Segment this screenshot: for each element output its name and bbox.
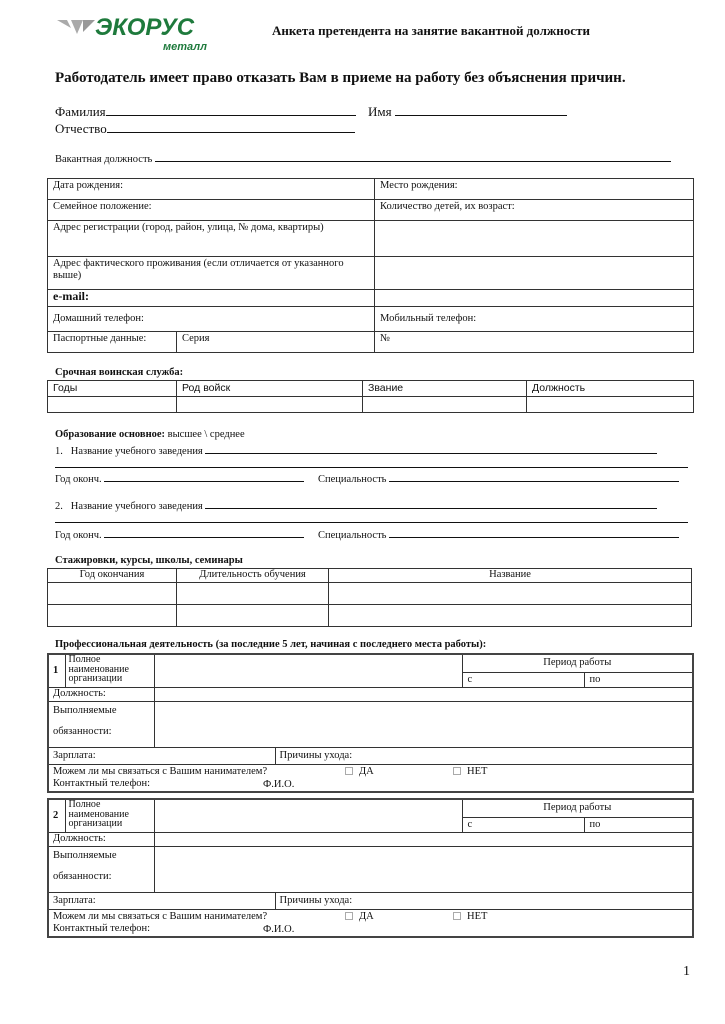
no-label: НЕТ <box>467 765 488 777</box>
surname-label: Фамилия <box>55 104 106 119</box>
vacancy-label: Вакантная должность <box>55 154 153 165</box>
org-input[interactable] <box>154 799 462 832</box>
children-cell[interactable]: Количество детей, их возраст: <box>375 200 694 221</box>
education-title <box>55 429 245 440</box>
education-2-year[interactable] <box>55 527 304 541</box>
duties-label <box>48 846 154 892</box>
courses-title: Стажировки, курсы, школы, семинары <box>55 555 243 566</box>
work-block <box>47 798 694 938</box>
yes-checkbox[interactable] <box>345 767 353 775</box>
education-1-year[interactable] <box>55 471 304 485</box>
contact-phone-label: Контактный телефон: <box>53 922 151 934</box>
education-1-institution[interactable] <box>55 443 657 457</box>
contact-cell <box>48 764 693 792</box>
email-input[interactable] <box>375 290 694 307</box>
yes-checkbox[interactable] <box>345 912 353 920</box>
actual-address-input[interactable] <box>375 257 694 290</box>
position-input[interactable] <box>154 832 693 846</box>
fio-label: Ф.И.О. <box>263 778 295 790</box>
passport-number-cell[interactable]: № <box>375 332 694 353</box>
passport-label: Паспортные данные: <box>48 332 177 353</box>
org-label: Полное наименование организации <box>65 799 154 832</box>
contact-question: Можем ли мы связаться с Вашим нанимателем? <box>53 910 268 922</box>
marital-cell[interactable]: Семейное положение: <box>48 200 375 221</box>
duties-label-line2: обязанности: <box>53 870 112 882</box>
surname-field[interactable] <box>55 104 356 120</box>
education-title-rest: высшее \ среднее <box>165 429 245 440</box>
logo-sub: металл <box>163 41 207 53</box>
duties-label-line1: Выполняемые <box>53 849 117 861</box>
courses-table <box>47 568 692 627</box>
education-2-institution[interactable] <box>55 498 657 512</box>
courses-header-year: Год окончания <box>48 569 177 583</box>
salary-cell[interactable]: Зарплата: <box>48 747 275 764</box>
reason-cell[interactable]: Причины ухода: <box>275 892 693 909</box>
education-2-spec-label: Специальность <box>318 530 387 541</box>
courses-header-duration: Длительность обучения <box>177 569 329 583</box>
no-option[interactable] <box>453 911 487 923</box>
patronymic-label: Отчество <box>55 121 107 136</box>
no-checkbox[interactable] <box>453 912 461 920</box>
period-to[interactable]: по <box>584 672 693 687</box>
reason-cell[interactable]: Причины ухода: <box>275 747 693 764</box>
name-field[interactable] <box>368 104 567 120</box>
military-header-position: Должность <box>527 381 694 397</box>
yes-label: ДА <box>359 910 374 922</box>
military-table <box>47 380 694 413</box>
no-option[interactable] <box>453 766 487 778</box>
period-to[interactable]: по <box>584 817 693 832</box>
yes-option[interactable] <box>345 766 374 778</box>
military-header-rank: Звание <box>363 381 527 397</box>
position-label: Должность: <box>48 687 154 701</box>
education-2-number: 2. <box>55 501 63 512</box>
education-title-bold: Образование основное: <box>55 429 166 440</box>
personal-info-table <box>47 178 694 353</box>
email-label: e-mail: <box>48 290 375 307</box>
education-1-spec-label: Специальность <box>318 474 387 485</box>
name-label: Имя <box>368 104 392 119</box>
yes-label: ДА <box>359 765 374 777</box>
duties-label-line2: обязанности: <box>53 725 112 737</box>
home-phone-cell[interactable]: Домашний телефон: <box>48 307 375 332</box>
duties-input[interactable] <box>154 846 693 892</box>
courses-cell[interactable] <box>329 583 692 605</box>
military-cell[interactable] <box>363 397 527 413</box>
period-from[interactable]: с <box>462 672 584 687</box>
military-title: Срочная воинская служба: <box>55 367 184 378</box>
contact-phone-label: Контактный телефон: <box>53 777 151 789</box>
courses-header-name: Название <box>329 569 692 583</box>
patronymic-field[interactable] <box>55 121 355 137</box>
courses-cell[interactable] <box>329 605 692 627</box>
position-input[interactable] <box>154 687 693 701</box>
duties-label <box>48 701 154 747</box>
duties-label-line1: Выполняемые <box>53 704 117 716</box>
military-header-branch: Род войск <box>177 381 363 397</box>
work-title: Профессиональная деятельность (за последние 5 лет, начиная с последнего места работы): <box>55 639 487 650</box>
courses-cell[interactable] <box>48 605 177 627</box>
duties-input[interactable] <box>154 701 693 747</box>
logo-brand: ЭКОРУС <box>95 14 195 41</box>
birth-place-cell[interactable]: Место рождения: <box>375 179 694 200</box>
salary-cell[interactable]: Зарплата: <box>48 892 275 909</box>
birth-date-cell[interactable]: Дата рождения: <box>48 179 375 200</box>
form-title: Анкета претендента на занятие вакантной должности <box>272 23 590 38</box>
fio-label: Ф.И.О. <box>263 923 295 935</box>
period-label: Период работы <box>462 799 693 817</box>
work-block-number: 2 <box>48 799 65 832</box>
contact-question: Можем ли мы связаться с Вашим нанимателем? <box>53 765 268 777</box>
warning-text: Работодатель имеет право отказать Вам в приеме на работу без объяснения причин. <box>55 70 626 86</box>
education-2-spec[interactable] <box>318 527 679 541</box>
no-checkbox[interactable] <box>453 767 461 775</box>
education-1-year-label: Год оконч. <box>55 474 102 485</box>
period-label: Период работы <box>462 654 693 672</box>
yes-option[interactable] <box>345 911 374 923</box>
work-block-number: 1 <box>48 654 65 687</box>
education-2-year-label: Год оконч. <box>55 530 102 541</box>
actual-address-label: Адрес фактического проживания (если отличается от указанного выше) <box>48 257 375 290</box>
no-label: НЕТ <box>467 910 488 922</box>
period-from[interactable]: с <box>462 817 584 832</box>
education-2-label: Название учебного заведения <box>70 501 203 512</box>
education-1-number: 1. <box>55 446 63 457</box>
logo <box>55 14 235 59</box>
military-cell[interactable] <box>527 397 694 413</box>
military-cell[interactable] <box>48 397 177 413</box>
passport-series-cell[interactable]: Серия <box>177 332 375 353</box>
mobile-phone-cell[interactable]: Мобильный телефон: <box>375 307 694 332</box>
reg-address-label: Адрес регистрации (город, район, улица, № дома, квартиры) <box>48 221 375 257</box>
page-number: 1 <box>683 964 690 979</box>
reg-address-input[interactable] <box>375 221 694 257</box>
org-input[interactable] <box>154 654 462 687</box>
logo-mark-icon <box>57 18 97 40</box>
military-cell[interactable] <box>177 397 363 413</box>
courses-cell[interactable] <box>177 605 329 627</box>
education-1-spec[interactable] <box>318 471 679 485</box>
courses-cell[interactable] <box>177 583 329 605</box>
work-block <box>47 653 694 793</box>
position-label: Должность: <box>48 832 154 846</box>
contact-cell <box>48 909 693 937</box>
vacancy-field[interactable] <box>55 151 671 165</box>
military-header-years: Годы <box>48 381 177 397</box>
courses-cell[interactable] <box>48 583 177 605</box>
org-label: Полное наименование организации <box>65 654 154 687</box>
education-1-label: Название учебного заведения <box>70 446 203 457</box>
